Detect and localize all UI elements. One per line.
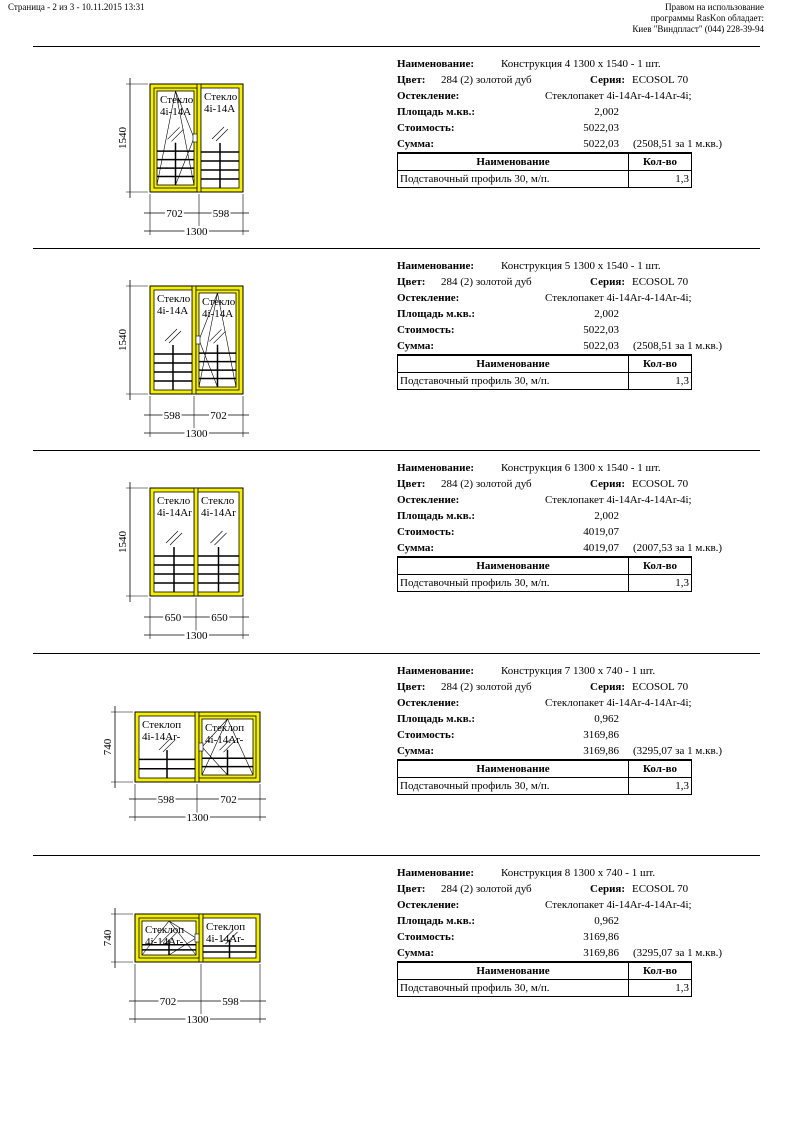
item-name: Подставочный профиль 30, м/п. (398, 778, 629, 795)
construction-name: Конструкция 4 1300 x 1540 - 1 шт. (501, 58, 661, 70)
glass-label: Стеклоп (142, 719, 182, 731)
rights-line-2: программы RasKon обладает: (650, 13, 764, 23)
window-mullion (194, 488, 198, 596)
construction-name: Конструкция 7 1300 x 740 - 1 шт. (501, 665, 656, 677)
series-value: ECOSOL 70 (632, 74, 689, 86)
dim-left-label: 650 (164, 612, 182, 624)
rights-line-1: Правом на использование (665, 2, 764, 12)
item-qty: 1,3 (629, 575, 692, 592)
color-label: Цвет: (397, 681, 426, 693)
cost-value: 5022,03 (583, 324, 619, 336)
name-label: Наименование: (397, 58, 474, 70)
area-value: 2,002 (594, 106, 619, 118)
color-label: Цвет: (397, 883, 426, 895)
cost-value: 3169,86 (583, 729, 619, 741)
item-qty: 1,3 (629, 778, 692, 795)
glass-label: Стеклоп (145, 924, 185, 936)
glass-label: 4i-14Ar (157, 507, 192, 519)
glazing-value: Стеклопакет 4i-14Ar-4-14Ar-4i; (545, 90, 692, 102)
dim-height-label: 740 (102, 738, 114, 756)
series-value: ECOSOL 70 (632, 681, 689, 693)
area-value: 2,002 (594, 308, 619, 320)
construction-block (0, 248, 794, 448)
construction-name: Конструкция 5 1300 x 1540 - 1 шт. (501, 260, 661, 272)
area-label: Площадь м.кв.: (397, 510, 476, 522)
window-drawing (0, 450, 300, 650)
dim-height-label: 740 (102, 929, 114, 947)
glass-label: 4i-14A (202, 308, 234, 320)
glass-label: 4i-14A (157, 305, 189, 317)
color-value: 284 (2) золотой дуб (441, 681, 532, 693)
glass-label: 4i-14Ar- (205, 734, 244, 746)
col-qty-header: Кол-во (629, 557, 692, 575)
table-row (398, 373, 692, 390)
items-body (398, 171, 692, 188)
cost-label: Стоимость: (397, 526, 455, 538)
construction-info (397, 258, 757, 387)
glass-label: 4i-14Ar- (142, 731, 181, 743)
window-mullion (192, 286, 196, 394)
series-value: ECOSOL 70 (632, 478, 689, 490)
construction-info (397, 460, 757, 589)
glass-label: 4i-14A (160, 106, 192, 118)
table-row (398, 778, 692, 795)
name-label: Наименование: (397, 260, 474, 272)
window-drawing (0, 855, 300, 1055)
glazing-value: Стеклопакет 4i-14Ar-4-14Ar-4i; (545, 697, 692, 709)
construction-info (397, 663, 757, 792)
series-value: ECOSOL 70 (632, 276, 689, 288)
dim-height-label: 1540 (117, 531, 129, 553)
dim-width-label: 1300 (186, 812, 209, 824)
items-table (397, 961, 692, 997)
items-body (398, 575, 692, 592)
item-name: Подставочный профиль 30, м/п. (398, 980, 629, 997)
window-mullion (195, 712, 199, 782)
series-label: Серия: (590, 883, 626, 895)
glazing-value: Стеклопакет 4i-14Ar-4-14Ar-4i; (545, 494, 692, 506)
sum-value: 5022,03 (583, 138, 619, 150)
window-mullion (199, 914, 203, 962)
item-name: Подставочный профиль 30, м/п. (398, 171, 629, 188)
name-label: Наименование: (397, 462, 474, 474)
window-drawing (0, 653, 300, 853)
cost-value: 4019,07 (583, 526, 619, 538)
dim-height-label: 1540 (117, 329, 129, 351)
area-value: 0,962 (594, 915, 619, 927)
col-qty-header: Кол-во (629, 962, 692, 980)
col-qty-header: Кол-во (629, 355, 692, 373)
glass-label: Стекло (160, 94, 194, 106)
construction-info (397, 56, 757, 185)
series-value: ECOSOL 70 (632, 883, 689, 895)
sum-label: Сумма: (397, 340, 435, 352)
cost-label: Стоимость: (397, 931, 455, 943)
per-sqm-value: (2508,51 за 1 м.кв.) (633, 138, 723, 150)
dim-width-label: 1300 (185, 226, 208, 238)
glass-label: Стекло (204, 91, 238, 103)
table-row (398, 575, 692, 592)
glass-label: Стеклоп (206, 921, 246, 933)
dim-width-label: 1300 (186, 1014, 209, 1026)
glass-label: 4i-14Ar- (145, 936, 184, 948)
construction-block (0, 855, 794, 1055)
sum-label: Сумма: (397, 138, 435, 150)
window-mullion (197, 84, 201, 192)
sum-value: 3169,86 (583, 745, 619, 757)
items-table (397, 759, 692, 795)
rights-line-3: Киев "Виндпласт" (044) 228-39-94 (632, 24, 764, 34)
sum-label: Сумма: (397, 947, 435, 959)
per-sqm-value: (2508,51 за 1 м.кв.) (633, 340, 723, 352)
table-row (398, 171, 692, 188)
construction-block (0, 46, 794, 246)
handle-icon (196, 336, 200, 344)
glass-label: 4i-14Ar- (206, 933, 245, 945)
col-name-header: Наименование (398, 153, 629, 171)
sum-value: 5022,03 (583, 340, 619, 352)
glazing-value: Стеклопакет 4i-14Ar-4-14Ar-4i; (545, 899, 692, 911)
glass-label: Стекло (157, 495, 191, 507)
page-info: Страница - 2 из 3 - 10.11.2015 13:31 (8, 2, 145, 12)
items-body (398, 778, 692, 795)
dim-left-label: 598 (157, 794, 175, 806)
series-label: Серия: (590, 276, 626, 288)
window-drawing (0, 248, 300, 448)
dim-left-label: 702 (166, 208, 183, 220)
item-name: Подставочный профиль 30, м/п. (398, 373, 629, 390)
handle-icon (195, 934, 199, 942)
col-name-header: Наименование (398, 355, 629, 373)
per-sqm-value: (2007,53 за 1 м.кв.) (633, 542, 723, 554)
glass-label: 4i-14A (204, 103, 236, 115)
construction-name: Конструкция 6 1300 x 1540 - 1 шт. (501, 462, 661, 474)
dim-right-label: 598 (222, 996, 239, 1008)
area-label: Площадь м.кв.: (397, 713, 476, 725)
glazing-label: Остекление: (397, 292, 460, 304)
items-table (397, 556, 692, 592)
area-label: Площадь м.кв.: (397, 106, 476, 118)
dim-right-label: 702 (210, 410, 227, 422)
construction-name: Конструкция 8 1300 x 740 - 1 шт. (501, 867, 656, 879)
col-name-header: Наименование (398, 557, 629, 575)
dim-right-label: 702 (220, 794, 237, 806)
item-name: Подставочный профиль 30, м/п. (398, 575, 629, 592)
dim-right-label: 650 (211, 612, 228, 624)
cost-label: Стоимость: (397, 324, 455, 336)
color-label: Цвет: (397, 276, 426, 288)
construction-info (397, 865, 757, 994)
glazing-label: Остекление: (397, 494, 460, 506)
cost-value: 5022,03 (583, 122, 619, 134)
color-label: Цвет: (397, 478, 426, 490)
color-value: 284 (2) золотой дуб (441, 478, 532, 490)
series-label: Серия: (590, 74, 626, 86)
glazing-label: Остекление: (397, 697, 460, 709)
items-table (397, 152, 692, 188)
dim-height-label: 1540 (117, 127, 129, 149)
glass-label: Стекло (202, 296, 236, 308)
name-label: Наименование: (397, 867, 474, 879)
sum-value: 4019,07 (583, 542, 619, 554)
col-qty-header: Кол-во (629, 760, 692, 778)
glazing-value: Стеклопакет 4i-14Ar-4-14Ar-4i; (545, 292, 692, 304)
item-qty: 1,3 (629, 980, 692, 997)
color-value: 284 (2) золотой дуб (441, 74, 532, 86)
area-label: Площадь м.кв.: (397, 915, 476, 927)
cost-label: Стоимость: (397, 122, 455, 134)
sum-value: 3169,86 (583, 947, 619, 959)
color-value: 284 (2) золотой дуб (441, 276, 532, 288)
series-label: Серия: (590, 478, 626, 490)
per-sqm-value: (3295,07 за 1 м.кв.) (633, 947, 723, 959)
area-value: 0,962 (594, 713, 619, 725)
name-label: Наименование: (397, 665, 474, 677)
dim-left-label: 702 (159, 996, 177, 1008)
glass-label: Стекло (201, 495, 235, 507)
color-label: Цвет: (397, 74, 426, 86)
construction-block (0, 450, 794, 650)
rights-holder (632, 2, 764, 35)
col-qty-header: Кол-во (629, 153, 692, 171)
per-sqm-value: (3295,07 за 1 м.кв.) (633, 745, 723, 757)
items-body (398, 373, 692, 390)
dim-right-label: 598 (212, 208, 230, 220)
cost-label: Стоимость: (397, 729, 455, 741)
glass-label: 4i-14Ar (201, 507, 236, 519)
glazing-label: Остекление: (397, 90, 460, 102)
glass-label: Стеклоп (205, 722, 245, 734)
dim-left-label: 598 (163, 410, 181, 422)
col-name-header: Наименование (398, 962, 629, 980)
cost-value: 3169,86 (583, 931, 619, 943)
dim-width-label: 1300 (185, 428, 208, 440)
sum-label: Сумма: (397, 542, 435, 554)
handle-icon (199, 743, 203, 751)
color-value: 284 (2) золотой дуб (441, 883, 532, 895)
area-value: 2,002 (594, 510, 619, 522)
dim-width-label: 1300 (185, 630, 208, 642)
item-qty: 1,3 (629, 373, 692, 390)
construction-block (0, 653, 794, 853)
area-label: Площадь м.кв.: (397, 308, 476, 320)
col-name-header: Наименование (398, 760, 629, 778)
sum-label: Сумма: (397, 745, 435, 757)
items-table (397, 354, 692, 390)
glazing-label: Остекление: (397, 899, 460, 911)
glass-label: Стекло (157, 293, 191, 305)
items-body (398, 980, 692, 997)
item-qty: 1,3 (629, 171, 692, 188)
window-drawing (0, 46, 300, 246)
series-label: Серия: (590, 681, 626, 693)
table-row (398, 980, 692, 997)
handle-icon (193, 134, 197, 142)
